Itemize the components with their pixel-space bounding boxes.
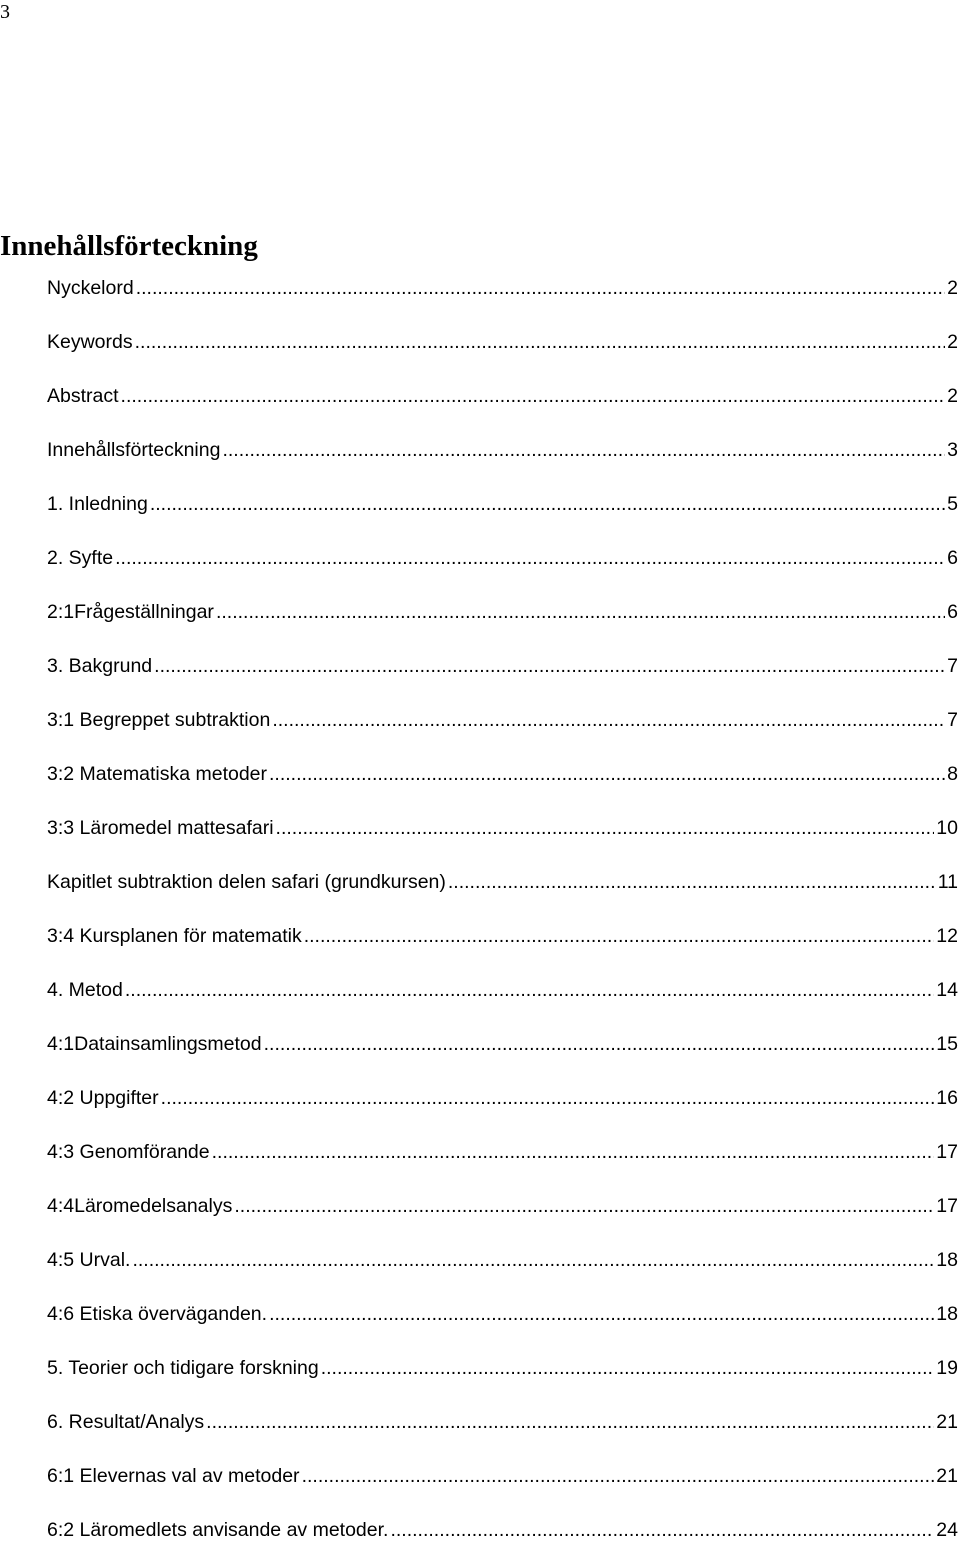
toc-entry-title: Innehållsförteckning [47,439,221,461]
toc-entry[interactable] [47,542,960,596]
toc-entry[interactable] [47,1514,960,1568]
toc-entry-leader [448,866,936,898]
toc-entry[interactable] [47,596,960,650]
toc-entry-page: 2 [947,331,958,353]
toc-list [47,272,960,1568]
toc-entry[interactable] [47,1352,960,1406]
toc-entry-page: 18 [936,1303,958,1325]
toc-entry-leader [304,920,935,952]
toc-entry-page: 6 [947,547,958,569]
toc-entry[interactable] [47,812,960,866]
toc-entry-page: 21 [936,1465,958,1487]
toc-entry-title: Kapitlet subtraktion delen safari (grundkursen) [47,871,446,893]
toc-entry-leader [161,1082,935,1114]
toc-entry-title: 6:1 Elevernas val av metoder [47,1465,300,1487]
toc-entry[interactable] [47,974,960,1028]
toc-entry-title: 4:4Läromedelsanalys [47,1195,233,1217]
toc-entry-leader [302,1460,935,1492]
toc-entry[interactable] [47,1190,960,1244]
toc-entry-page: 18 [936,1249,958,1271]
toc-entry-leader [154,650,945,682]
toc-entry-title: Nyckelord [47,277,134,299]
toc-entry-title: 4:6 Etiska överväganden. [47,1303,268,1325]
toc-entry[interactable] [47,434,960,488]
toc-entry-page: 14 [936,979,958,1001]
toc-entry-leader [212,1136,935,1168]
toc-entry-leader [264,1028,935,1060]
toc-entry-page: 6 [947,601,958,623]
toc-entry-title: 6:2 Läromedlets anvisande av metoder. [47,1519,389,1541]
toc-entry[interactable] [47,1028,960,1082]
toc-heading: Innehållsförteckning [0,230,258,262]
toc-entry-leader [206,1406,934,1438]
toc-entry[interactable] [47,326,960,380]
toc-entry-title: 3:1 Begreppet subtraktion [47,709,271,731]
toc-entry-title: 4:5 Urval. [47,1249,131,1271]
toc-entry-leader [276,812,935,844]
toc-entry[interactable] [47,758,960,812]
toc-entry-title: Keywords [47,331,133,353]
toc-entry[interactable] [47,1406,960,1460]
toc-entry-leader [132,1244,934,1276]
toc-entry[interactable] [47,866,960,920]
toc-entry-leader [125,974,934,1006]
toc-entry-page: 5 [947,493,958,515]
toc-entry[interactable] [47,1460,960,1514]
toc-entry-page: 2 [947,277,958,299]
toc-entry-leader [222,434,945,466]
toc-entry-title: 4:3 Genomförande [47,1141,210,1163]
toc-entry[interactable] [47,920,960,974]
toc-entry-title: 4:2 Uppgifter [47,1087,159,1109]
toc-entry-leader [216,596,945,628]
toc-entry-page: 8 [947,763,958,785]
toc-entry-page: 21 [936,1411,958,1433]
toc-entry-title: 2:1Frågeställningar [47,601,214,623]
toc-entry[interactable] [47,1136,960,1190]
toc-entry-title: 3:3 Läromedel mattesafari [47,817,274,839]
toc-entry-title: 4:1Datainsamlingsmetod [47,1033,262,1055]
toc-entry[interactable] [47,650,960,704]
toc-entry-leader [121,380,946,412]
toc-entry-page: 12 [936,925,958,947]
toc-entry-title: 6. Resultat/Analys [47,1411,205,1433]
toc-entry-title: 2. Syfte [47,547,114,569]
toc-entry-leader [269,758,945,790]
page-number: 3 [0,1,10,23]
toc-entry-page: 11 [937,871,958,893]
toc-entry-title: 3. Bakgrund [47,655,153,677]
toc-entry-page: 2 [947,385,958,407]
toc-entry-page: 7 [947,655,958,677]
toc-entry-title: 4. Metod [47,979,123,1001]
toc-entry-leader [136,272,945,304]
toc-entry-leader [390,1514,934,1546]
toc-entry[interactable] [47,1298,960,1352]
toc-entry[interactable] [47,380,960,434]
toc-entry[interactable] [47,488,960,542]
toc-entry-page: 3 [947,439,958,461]
toc-entry-title: 3:4 Kursplanen för matematik [47,925,302,947]
toc-entry-leader [234,1190,934,1222]
toc-entry-leader [269,1298,934,1330]
toc-entry-title: Abstract [47,385,119,407]
toc-entry-page: 15 [936,1033,958,1055]
toc-entry-leader [115,542,945,574]
toc-entry[interactable] [47,272,960,326]
toc-entry-page: 17 [936,1195,958,1217]
toc-entry-page: 10 [936,817,958,839]
toc-entry-title: 5. Teorier och tidigare forskning [47,1357,319,1379]
toc-entry-title: 1. Inledning [47,493,148,515]
toc-entry-page: 16 [936,1087,958,1109]
toc-entry-title: 3:2 Matematiska metoder [47,763,268,785]
toc-entry[interactable] [47,704,960,758]
toc-entry-leader [321,1352,935,1384]
toc-entry-page: 19 [936,1357,958,1379]
toc-entry[interactable] [47,1244,960,1298]
toc-entry-page: 24 [936,1519,958,1541]
toc-entry[interactable] [47,1082,960,1136]
toc-entry-page: 7 [947,709,958,731]
toc-entry-leader [135,326,946,358]
toc-entry-leader [150,488,945,520]
toc-entry-page: 17 [936,1141,958,1163]
toc-entry-leader [272,704,945,736]
